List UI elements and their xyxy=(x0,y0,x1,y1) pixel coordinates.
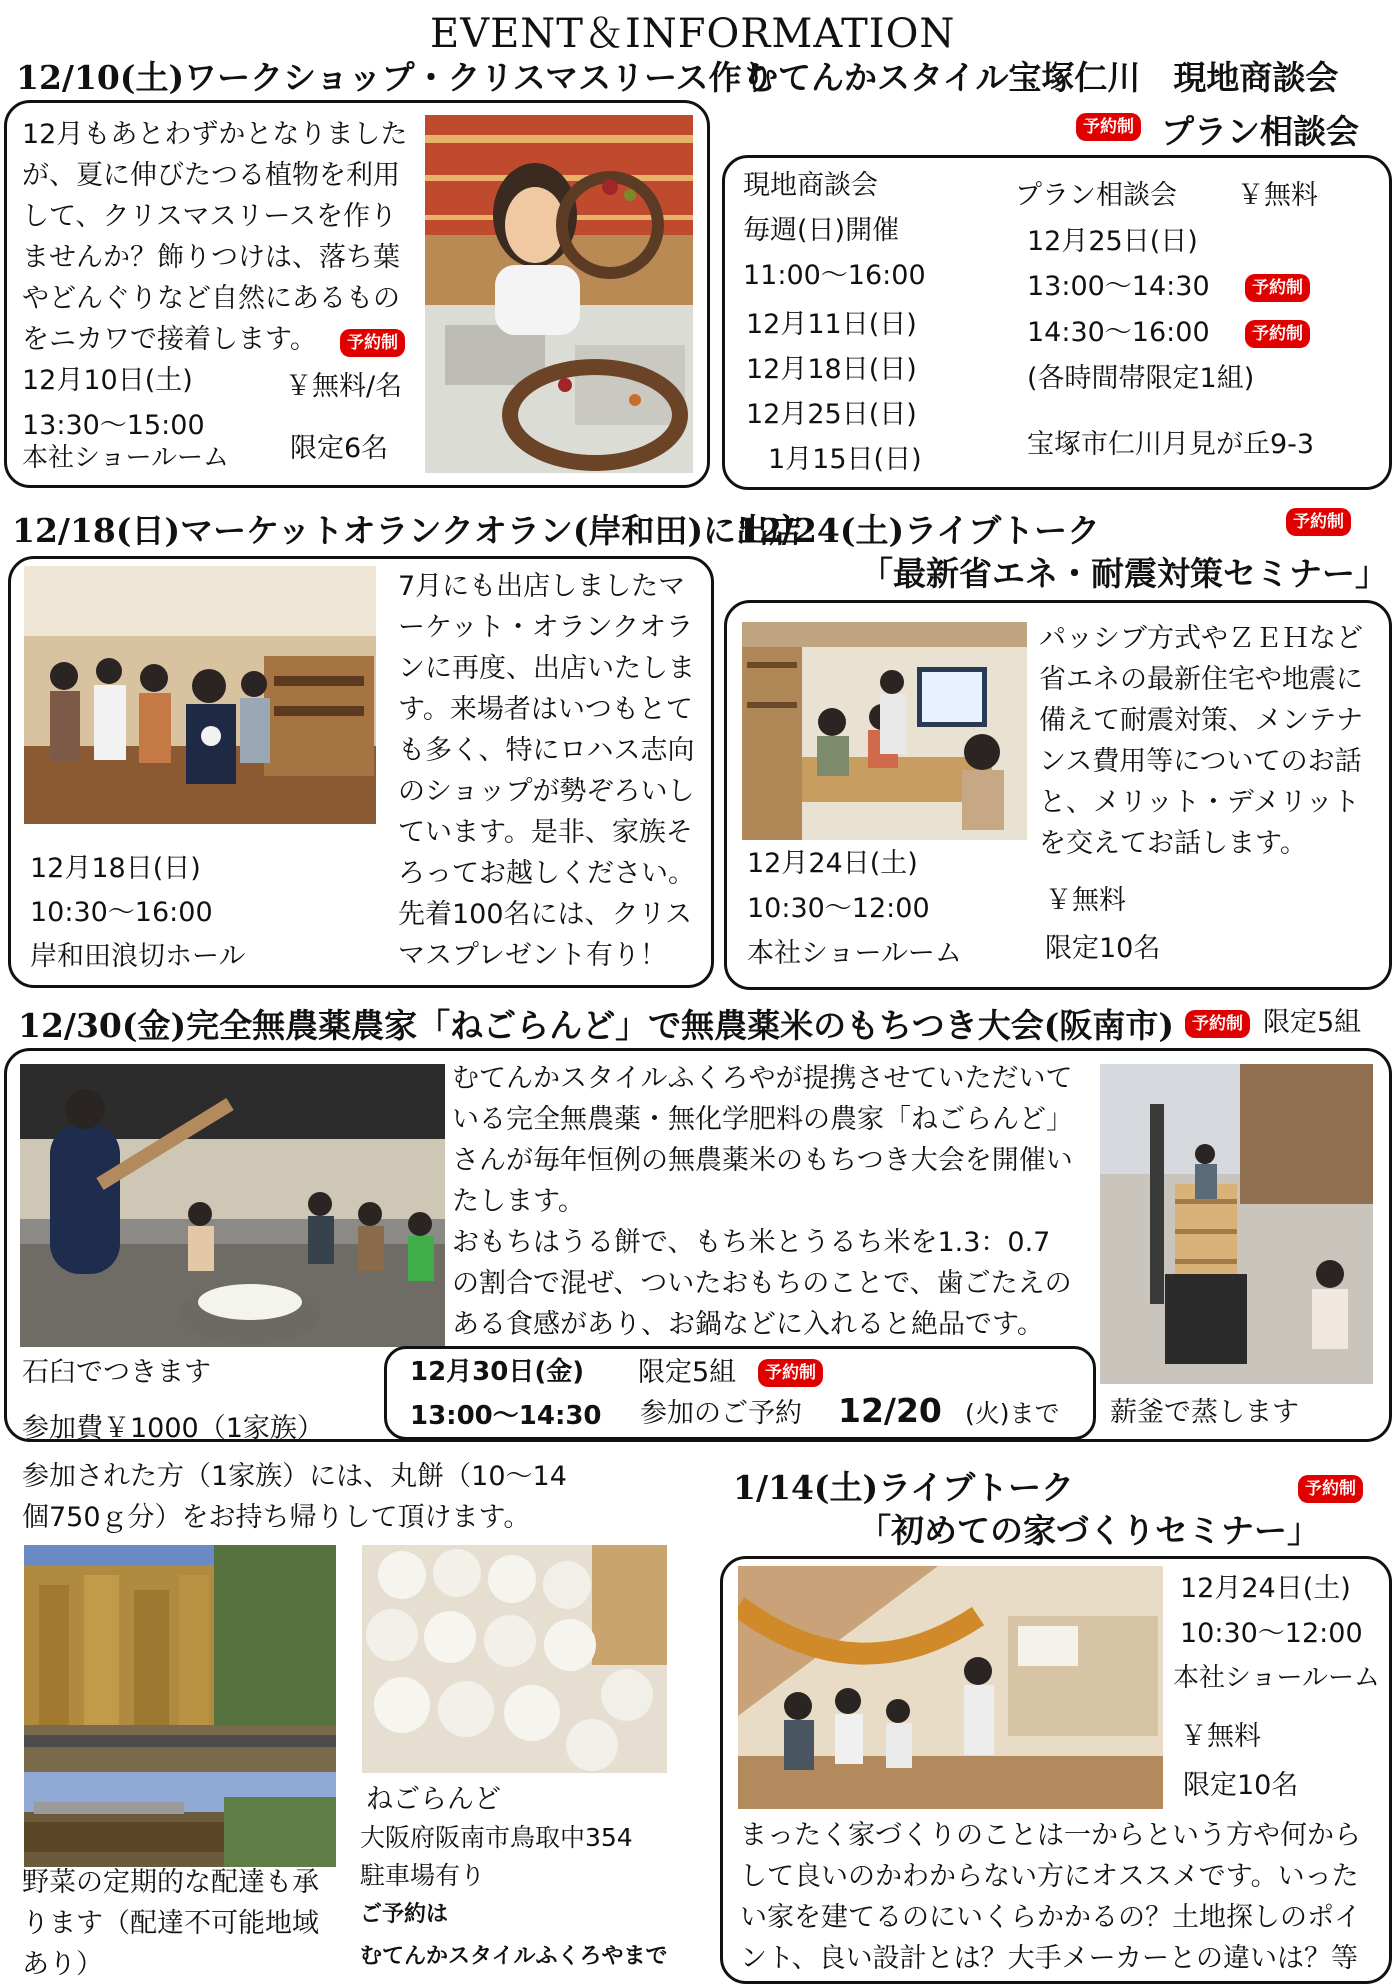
reservation-badge: 予約制 xyxy=(1245,274,1310,302)
energy-seminar-limit: 限定10名 xyxy=(1045,933,1161,964)
text-line: して良いのかわからない方にオススメです。いった xyxy=(740,1861,1359,1892)
mochi-event-heading: 12/30(金)完全無農薬農家「ねごらんど」で無農薬米のもちつき大会(阪南市) xyxy=(18,1006,1175,1045)
text-line: す。来場者はいつもとて xyxy=(398,694,693,725)
market-heading: 12/18(日)マーケットオランクオラン(岸和田)に出店 xyxy=(12,511,803,550)
energy-seminar-place: 本社ショールーム xyxy=(747,938,962,969)
text-line: ーケット・オランクオラ xyxy=(398,612,694,643)
rice-drying-photo xyxy=(24,1545,336,1772)
text-line: の割合で混ぜ、ついたおもちのことで、歯ごたえの xyxy=(452,1268,1072,1299)
reservation-badge: 予約制 xyxy=(1298,1475,1363,1503)
reservation-badge: 予約制 xyxy=(758,1359,823,1387)
mochi-box-date: 12月30日(金) xyxy=(410,1357,585,1387)
text-line: のショップが勢ぞろいし xyxy=(398,776,695,807)
vegetable-line-1: 野菜の定期的な配達も承 xyxy=(22,1867,319,1898)
text-line: が、夏に伸びたつる植物を利用 xyxy=(22,160,400,191)
mochi-pounding-photo xyxy=(20,1064,445,1347)
reservation-badge: 予約制 xyxy=(1245,320,1310,348)
mochi-box-deadline: 12/20 xyxy=(838,1391,942,1430)
text-line: と、メリット・デメリット xyxy=(1039,787,1360,818)
text-line: ント、良い設計とは？大手メーカーとの違いは？等 xyxy=(740,1943,1359,1974)
plan-slot-2: 14:30〜16:00 xyxy=(1027,317,1210,348)
wreath-date: 12月10日(土) xyxy=(22,365,193,396)
market-date: 12月18日(日) xyxy=(30,853,201,884)
energy-seminar-fee: ￥無料 xyxy=(1045,885,1126,916)
farm-reserve-contact: むてんかスタイルふくろやまで xyxy=(360,1944,668,1969)
page-title: EVENT＆INFORMATION xyxy=(430,11,956,57)
mochi-box-limit: 限定5組 xyxy=(638,1357,737,1388)
farm-address: 大阪府阪南市鳥取中354 xyxy=(360,1823,633,1852)
plan-consultation-heading: プラン相談会 xyxy=(1161,112,1359,151)
wreath-fee: ￥無料/名 xyxy=(285,371,403,402)
market-photo xyxy=(24,566,376,824)
energy-seminar-date: 12月24日(土) xyxy=(747,848,918,879)
text-line: を交えてお話します。 xyxy=(1039,828,1307,859)
farm-name: ねごらんど xyxy=(366,1784,501,1815)
home-seminar-heading-2: 「初めての家づくりセミナー」 xyxy=(858,1511,1320,1550)
reservation-badge: 予約制 xyxy=(1185,1010,1250,1038)
farm-reserve-label: ご予約は xyxy=(360,1902,449,1927)
mochi-box-time: 13:00〜14:30 xyxy=(410,1401,602,1431)
mochi-heading-limit: 限定5組 xyxy=(1263,1007,1362,1038)
vegetable-line-2: ります（配達不可能地域 xyxy=(22,1908,319,1939)
plan-date: 12月25日(日) xyxy=(1027,226,1198,257)
text-line: い家を建てるのにいくらかかるの？土地探しのポイ xyxy=(740,1902,1361,1933)
text-line: 12月11日(日) xyxy=(746,309,917,340)
mochi-gift-line-1: 参加された方（1家族）には、丸餅（10〜14 xyxy=(22,1461,567,1492)
mochi-fee: 参加費￥1000（1家族） xyxy=(22,1413,324,1444)
farm-parking: 駐車場有り xyxy=(360,1861,486,1890)
text-line: 12月もあとわずかとなりました xyxy=(22,119,408,150)
text-line: 12月25日(日) xyxy=(746,399,917,430)
mochi-caption-steaming: 薪釜で蒸します xyxy=(1110,1397,1299,1428)
text-line: ンス費用等についてのお話 xyxy=(1039,746,1362,777)
text-line: いる完全無農薬・無化学肥料の農家「ねごらんど」 xyxy=(452,1104,1073,1135)
text-line: して、クリスマスリースを作り xyxy=(22,201,398,232)
plan-limit: (各時間帯限定1組) xyxy=(1027,363,1255,394)
mochi-box-deadline-suffix: (火)まで xyxy=(965,1399,1060,1428)
mochi-rice-cakes-photo xyxy=(362,1545,667,1773)
onsite-meeting-heading: むてんかスタイル宝塚仁川 現地商談会 xyxy=(745,58,1339,97)
reservation-badge: 予約制 xyxy=(340,329,405,357)
text-line: 11:00〜16:00 xyxy=(743,260,926,291)
text-line: ています。是非、家族そ xyxy=(398,817,693,848)
text-line: 7月にも出店しましたマ xyxy=(398,571,686,602)
text-line: 備えて耐震対策、メンテナ xyxy=(1039,705,1363,736)
text-line: 現地商談会 xyxy=(743,170,878,201)
wreath-place: 本社ショールーム xyxy=(22,443,229,473)
reservation-badge: 予約制 xyxy=(1076,113,1141,141)
onsite-address: 宝塚市仁川月見が丘9-3 xyxy=(1027,429,1315,460)
text-line: 省エネの最新住宅や地震に xyxy=(1039,664,1363,695)
energy-seminar-photo xyxy=(742,622,1027,840)
reservation-badge: 予約制 xyxy=(1286,508,1351,536)
steamer-photo xyxy=(1100,1064,1373,1384)
energy-seminar-heading-1: 12/24(土)ライブトーク xyxy=(736,511,1101,550)
home-seminar-heading-1: 1/14(土)ライブトーク xyxy=(733,1468,1075,1507)
text-line: やどんぐりなど自然にあるもの xyxy=(22,283,400,314)
energy-seminar-time: 10:30〜12:00 xyxy=(747,893,930,924)
wreath-time: 13:30〜15:00 xyxy=(22,410,205,441)
home-seminar-place: 本社ショールーム xyxy=(1173,1663,1380,1693)
text-line: も多く、特にロハス志向 xyxy=(398,735,695,766)
text-line: マスプレゼント有り！ xyxy=(398,940,667,971)
home-seminar-photo xyxy=(738,1566,1163,1809)
text-line: ある食感があり、お鍋などに入れると絶品です。 xyxy=(452,1309,1044,1340)
home-seminar-date: 12月24日(土) xyxy=(1180,1573,1351,1604)
text-line: まったく家づくりのことは一からという方や何から xyxy=(740,1820,1361,1851)
text-line: さんが毎年恒例の無農薬米のもちつき大会を開催い xyxy=(452,1145,1073,1176)
text-line: たします。 xyxy=(452,1186,585,1217)
mochi-caption-pounding: 石臼でつきます xyxy=(22,1357,211,1388)
plan-slot-1: 13:00〜14:30 xyxy=(1027,271,1210,302)
text-line: ンに再度、出店いたしま xyxy=(398,653,695,684)
mochi-gift-line-2: 個750ｇ分）をお持ち帰りして頂けます。 xyxy=(22,1502,531,1533)
market-place: 岸和田浪切ホール xyxy=(30,941,246,972)
market-time: 10:30〜16:00 xyxy=(30,897,213,928)
home-seminar-limit: 限定10名 xyxy=(1183,1770,1299,1801)
plan-fee: ￥無料 xyxy=(1237,180,1318,211)
wreath-limit: 限定6名 xyxy=(290,433,389,464)
wreath-workshop-heading: 12/10(土)ワークショップ・クリスマスリース作り xyxy=(16,58,775,97)
mochi-box-reserve: 参加のご予約 xyxy=(640,1398,802,1429)
wreath-photo xyxy=(425,115,693,473)
text-line: むてんかスタイルふくろやが提携させていただいて xyxy=(452,1063,1073,1094)
text-line: ろってお越しください。 xyxy=(398,858,695,889)
vegetable-field-photo xyxy=(24,1772,336,1867)
text-line: パッシブ方式やＺＥＨなど xyxy=(1039,623,1363,654)
energy-seminar-heading-2: 「最新省エネ・耐震対策セミナー」 xyxy=(860,554,1388,593)
text-line: 先着100名には、クリス xyxy=(398,899,692,930)
text-line: 毎週(日)開催 xyxy=(743,215,900,246)
text-line: 12月18日(日) xyxy=(746,354,917,385)
vegetable-line-3: あり） xyxy=(22,1949,103,1980)
text-line: おもちはうる餅で、もち米とうるち米を1.3：0.7 xyxy=(452,1227,1051,1258)
home-seminar-time: 10:30〜12:00 xyxy=(1180,1618,1363,1649)
plan-title: プラン相談会 xyxy=(1015,180,1177,211)
text-line: をニカワで接着します。 xyxy=(22,324,317,355)
home-seminar-fee: ￥無料 xyxy=(1180,1721,1261,1752)
text-line: ませんか？飾りつけは、落ち葉 xyxy=(22,242,400,273)
text-line: 1月15日(日) xyxy=(768,444,922,475)
